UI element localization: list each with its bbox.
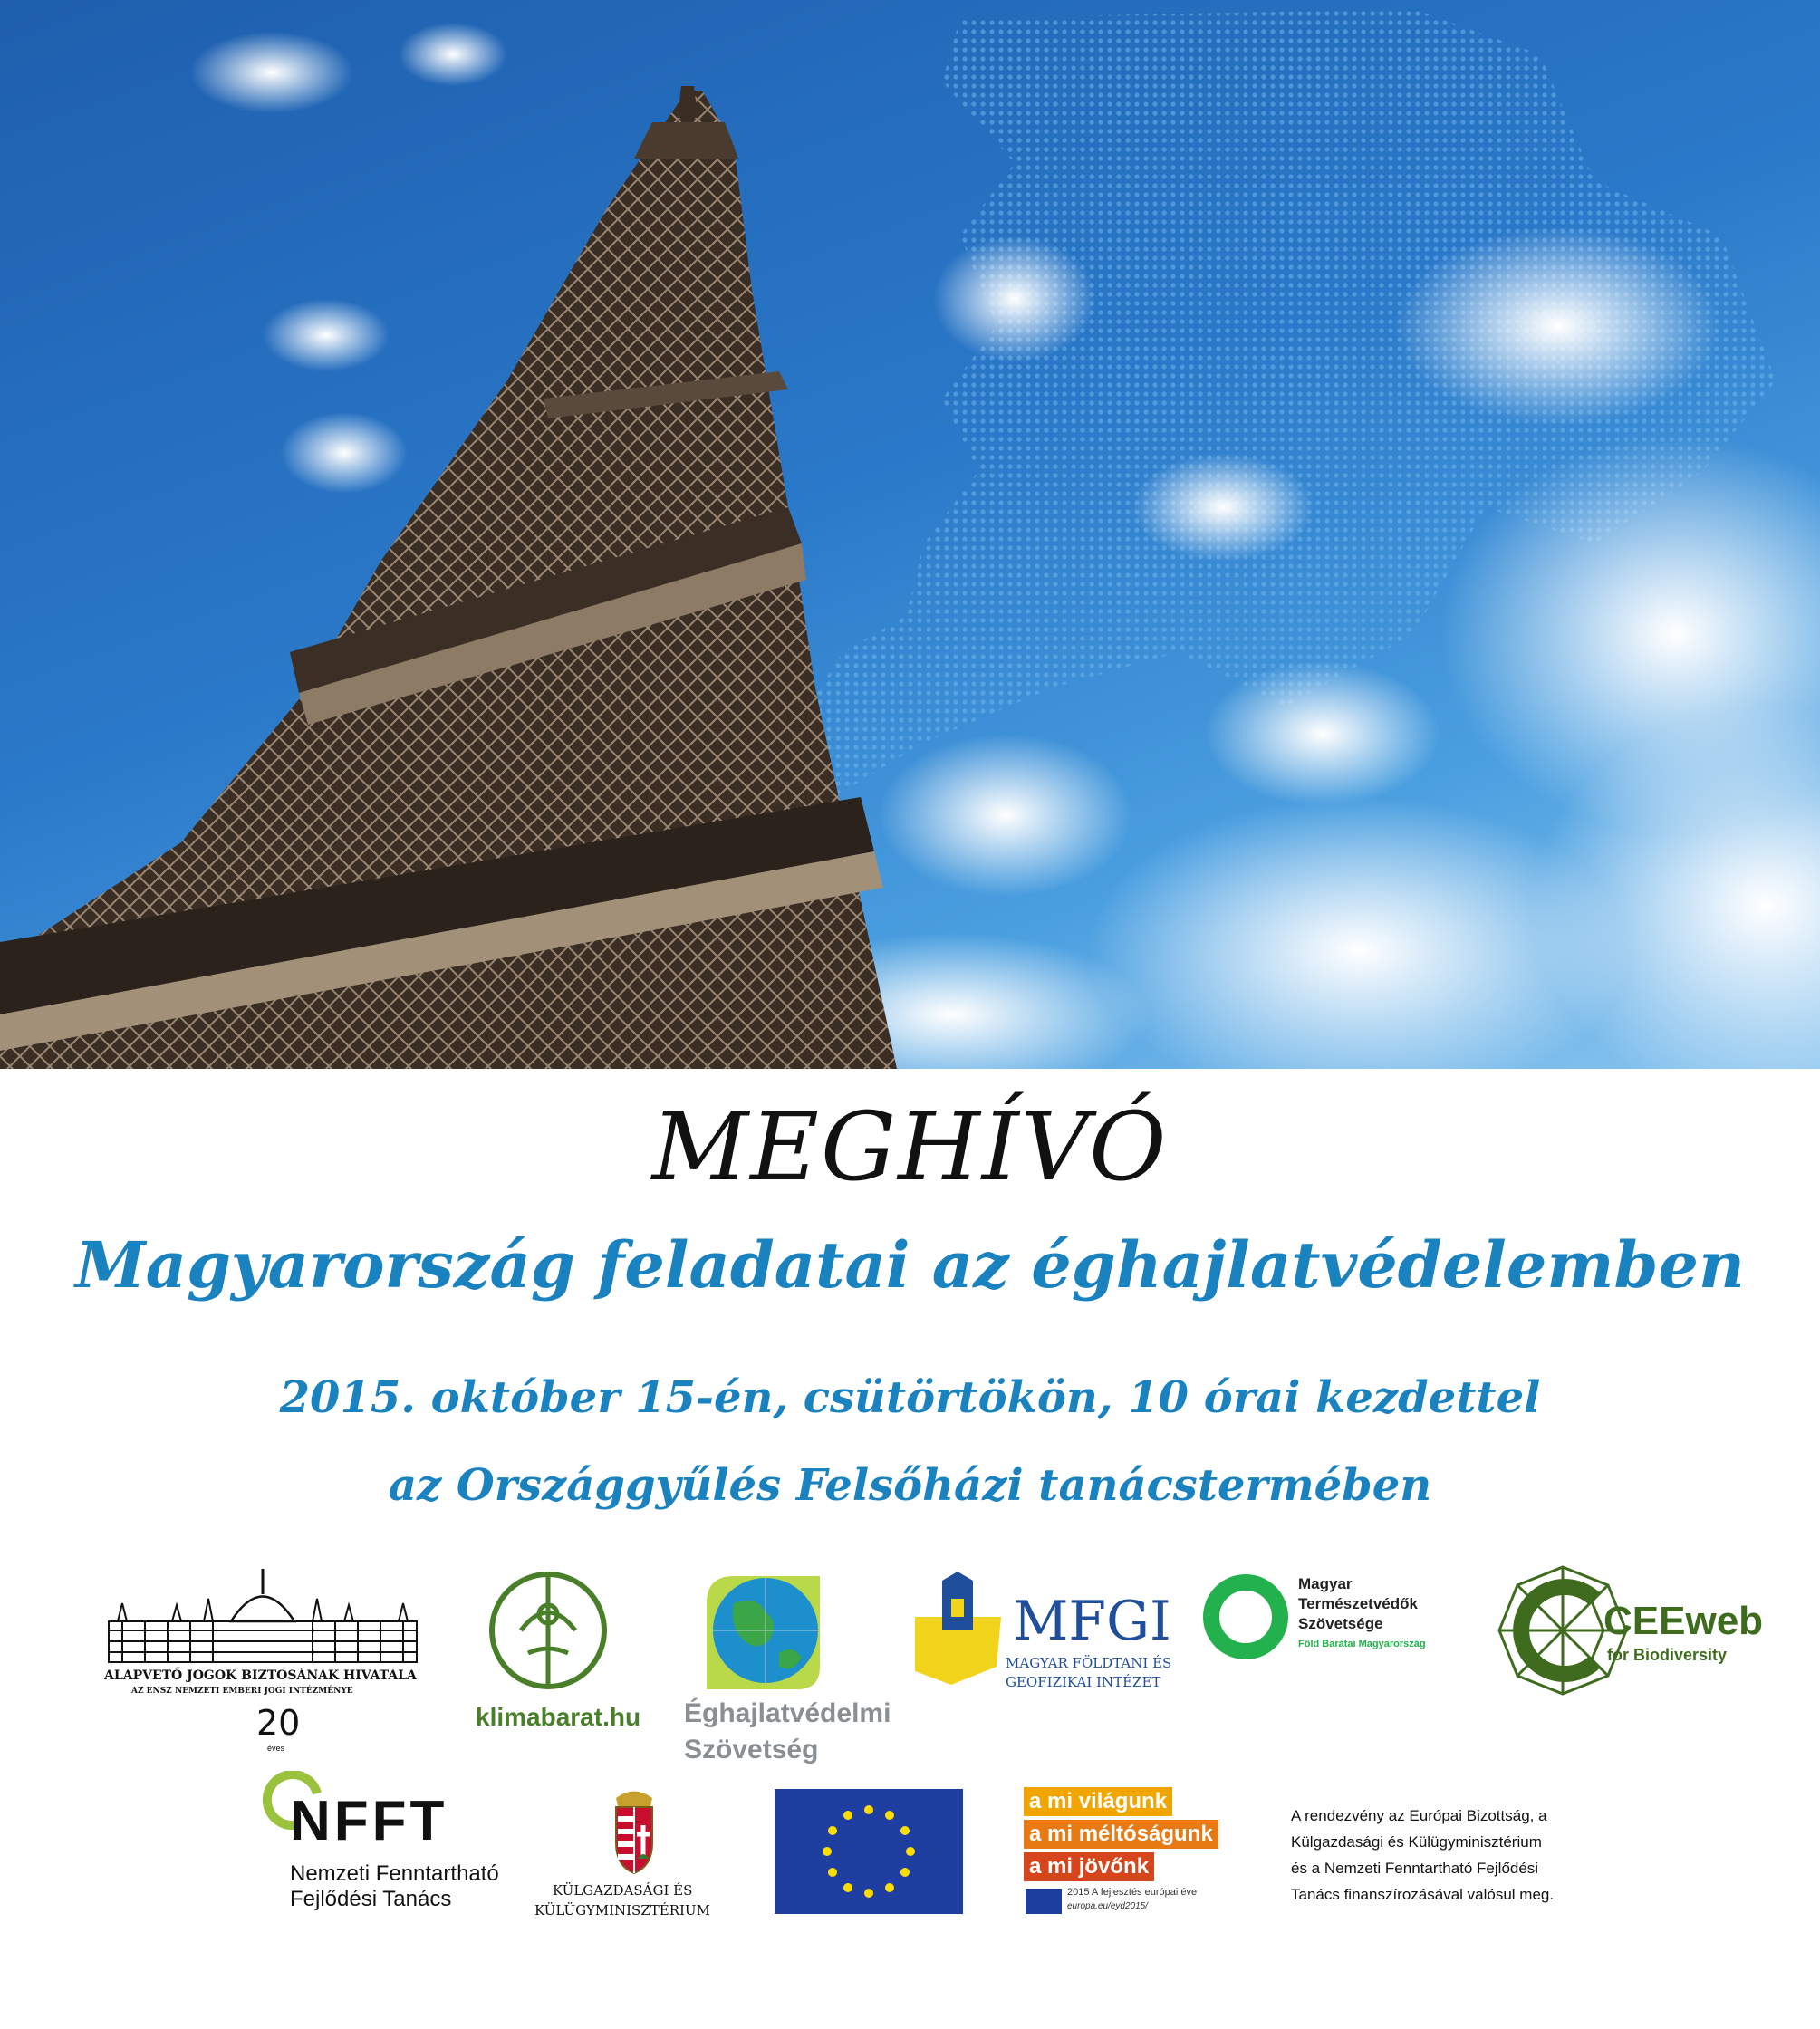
- green-ring-icon: [1200, 1572, 1291, 1662]
- ey2015-slogan-3: a mi jövőnk: [1024, 1852, 1154, 1881]
- mtvsz-name-1: Magyar: [1298, 1575, 1353, 1592]
- ajbh-subname: AZ ENSZ NEMZETI EMBERI JOGI INTÉZMÉNYE: [131, 1687, 353, 1696]
- ajbh-logo: [104, 1567, 430, 1775]
- ceeweb-name: CEEweb: [1603, 1599, 1764, 1643]
- kkm-name-2: KÜLÜGYMINISZTÉRIUM: [534, 1902, 710, 1918]
- klimabarat-logo: [476, 1567, 639, 1730]
- ey2015-caption: 2015 A fejlesztés európai éve: [1067, 1887, 1198, 1898]
- ajbh-name: ALAPVETŐ JOGOK BIZTOSÁNAK HIVATALA: [104, 1668, 417, 1683]
- nfft-acronym: NFFT: [290, 1790, 448, 1852]
- ey2015-slogan-2: a mi méltóságunk: [1024, 1820, 1218, 1849]
- eghajlatvedelmi-logo: [684, 1567, 892, 1775]
- event-subtitle: Magyarország feladatai az éghajlatvédelemben: [75, 1227, 1745, 1303]
- klimabarat-globe-icon: [485, 1567, 611, 1694]
- mfgi-acronym: MFGI: [1013, 1590, 1171, 1653]
- nfft-name-2: Fejlődési Tanács: [290, 1887, 452, 1911]
- klimabarat-label: klimabarat.hu: [476, 1703, 641, 1731]
- eu-flag: [775, 1789, 963, 1914]
- kkm-logo: [534, 1784, 734, 1929]
- page-title: MEGHÍVÓ: [651, 1091, 1169, 1202]
- mfgi-name-2: GEOFIZIKAI INTÉZET: [1006, 1674, 1161, 1690]
- kkm-name-1: KÜLGAZDASÁGI ÉS: [553, 1882, 693, 1899]
- ceeweb-tagline: for Biodiversity: [1607, 1646, 1728, 1664]
- funding-note: [1291, 1803, 1617, 1911]
- funding-note-line-4: Tanács finanszírozásával valósul meg.: [1291, 1886, 1555, 1903]
- hungarian-coat-of-arms-icon: [607, 1784, 661, 1875]
- ajbh-anniversary-badge: 20: [256, 1703, 301, 1743]
- event-date: 2015. október 15-én, csütörtökön, 10 órai kezdettel: [279, 1372, 1541, 1423]
- mtvsz-tagline: Föld Barátai Magyarország: [1298, 1639, 1426, 1649]
- nfft-name-1: Nemzeti Fenntartható: [290, 1861, 499, 1886]
- ey2015-url: europa.eu/eyd2015/: [1067, 1901, 1148, 1911]
- nfft-logo: [258, 1771, 548, 1916]
- eghajlatvedelmi-name-1: Éghajlatvédelmi: [684, 1698, 891, 1728]
- funding-note-line-2: Külgazdasági és Külügyminisztérium: [1291, 1833, 1542, 1851]
- ey2015-slogan-1: a mi világunk: [1024, 1787, 1172, 1816]
- mfgi-emblem-icon: [915, 1572, 1006, 1689]
- mtvsz-name-2: Természetvédők: [1298, 1595, 1418, 1612]
- ceeweb-logo: [1495, 1563, 1767, 1707]
- mfgi-logo: [915, 1572, 1172, 1707]
- mtvsz-name-3: Szövetsége: [1298, 1615, 1383, 1632]
- ey2015-logo: [1024, 1787, 1268, 1923]
- earth-globe-icon: [693, 1567, 829, 1694]
- mtvsz-logo: [1200, 1572, 1472, 1680]
- parliament-building-icon: [104, 1567, 421, 1667]
- eghajlatvedelmi-name-2: Szövetség: [684, 1735, 819, 1765]
- event-venue: az Országgyűlés Felsőházi tanácstermében: [388, 1460, 1432, 1511]
- ajbh-anniversary-sub: éves: [267, 1744, 285, 1753]
- eu-stars-icon: [775, 1789, 963, 1914]
- ey2015-eu-flag-icon: [1026, 1889, 1062, 1914]
- mfgi-name-1: MAGYAR FÖLDTANI ÉS: [1006, 1655, 1172, 1671]
- funding-note-line-3: és a Nemzeti Fenntartható Fejlődési: [1291, 1860, 1539, 1877]
- funding-note-line-1: A rendezvény az Európai Bizottság, a: [1291, 1807, 1547, 1824]
